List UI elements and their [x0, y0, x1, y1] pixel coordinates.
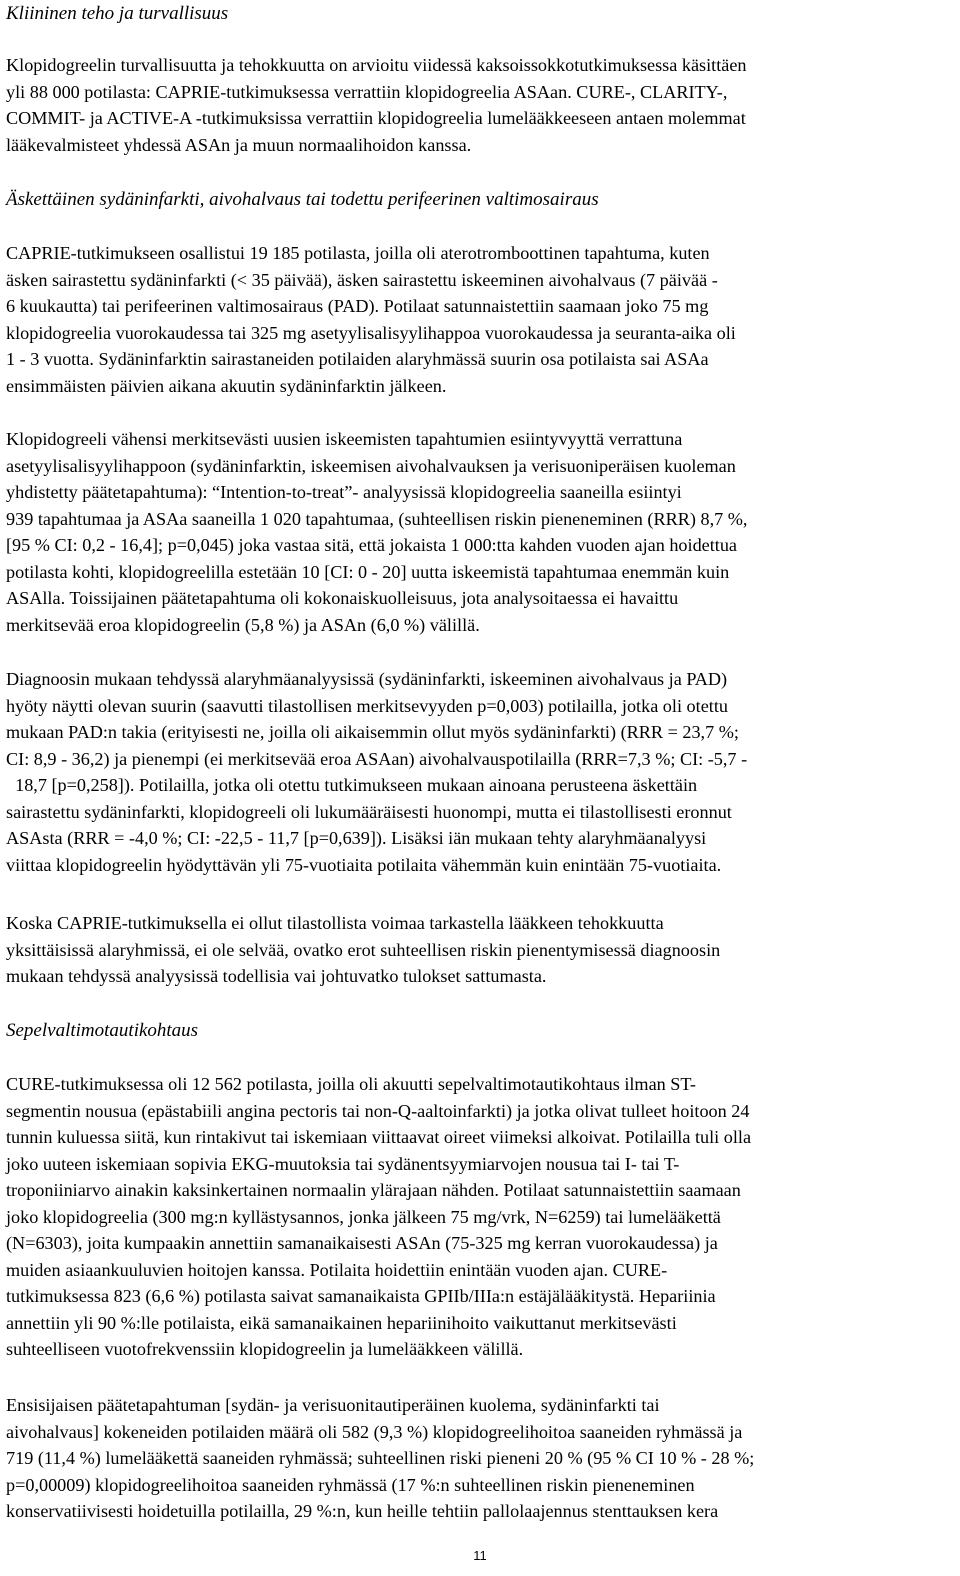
paragraph-caprie-power — [6, 910, 720, 990]
text-line: CI: 8,9 - 36,2) ja pienempi (ei merkitsevää eroa ASAan) aivohalvauspotilailla (RRR=7,3 %; CI: -5,7 - — [6, 748, 748, 769]
text-line: tutkimuksessa 823 (6,6 %) potilasta saivat samanaikaista GPIIb/IIIa:n estäjälääkitystä. Hepariinia — [6, 1286, 716, 1306]
text-line: yhdistetty päätetapahtuma): “Intention-to-treat”- analyysissä klopidogreelia saaneilla esiintyi — [6, 482, 682, 502]
text-line: lääkevalmisteet yhdessä ASAn ja muun normaalihoidon kanssa. — [6, 134, 472, 155]
text-line: muiden asiaankuuluvien hoitojen kanssa. Potilaita hoidettiin enintään vuoden ajan. CURE- — [6, 1259, 668, 1280]
text-line: annettiin yli 90 %:lle potilaista, eikä samanaikainen hepariinihoito vaikuttanut merkitsevästi — [6, 1312, 677, 1333]
text-line: CAPRIE-tutkimukseen osallistui 19 185 potilasta, joilla oli aterotromboottinen tapahtuma, kuten — [6, 243, 710, 263]
text-line: segmentin nousua (epästabiili angina pectoris tai non-Q-aaltoinfarkti) ja jotka olivat tulleet hoitoon 24 — [6, 1100, 750, 1121]
text-line: joko klopidogreelia (300 mg:n kyllästysannos, jonka jälkeen 75 mg/vrk, N=6259) tai lumelääkettä — [6, 1206, 721, 1227]
text-line: ASAsta (RRR = -4,0 %; CI: -22,5 - 11,7 [p=0,639]). Lisäksi iän mukaan tehty alaryhmäanalyysi — [6, 828, 707, 848]
paragraph-cure-design — [6, 1071, 751, 1363]
section-heading-acute-coronary: Sepelvaltimotautikohtaus — [6, 1020, 199, 1041]
section-heading-clinical-efficacy: Kliininen teho ja turvallisuus — [6, 3, 229, 24]
paragraph-intro — [6, 52, 747, 158]
text-line: ensimmäisten päivien aikana akuutin sydäninfarktin jälkeen. — [6, 375, 447, 396]
text-line: 719 (11,4 %) lumelääkettä saaneiden ryhmässä; suhteellinen riski pieneni 20 % (95 % CI 10 % - 28 %; — [6, 1448, 755, 1468]
text-line: Diagnoosin mukaan tehdyssä alaryhmäanalyysissä (sydäninfarkti, iskeeminen aivohalvaus ja PAD) — [6, 669, 728, 689]
text-line: 6 kuukautta) tai perifeerinen valtimosairaus (PAD). Potilaat satunnaistettiin saamaan joko 75 mg — [6, 296, 709, 316]
text-line: konservatiivisesti hoidetuilla potilailla, 29 %:n, kun heille tehtiin pallolaajennus stenttauksen kera — [6, 1501, 719, 1521]
text-line: Klopidogreelin turvallisuutta ja tehokkuutta on arvioitu viidessä kaksoissokkotutkimuksessa käsittäen — [6, 55, 747, 75]
text-line: merkitsevää eroa klopidogreelin (5,8 %) ja ASAn (6,0 %) välillä. — [6, 614, 480, 635]
text-line: Klopidogreeli vähensi merkitsevästi uusien iskeemisten tapahtumien esiintyvyyttä verrattuna — [6, 429, 683, 449]
text-line: suhteelliseen vuotofrekvenssiin klopidogreelin ja lumelääkkeen välillä. — [6, 1339, 524, 1359]
text-line: [95 % CI: 0,2 - 16,4]; p=0,045) joka vastaa sitä, että jokaista 1 000:tta kahden vuoden ajan hoidettua — [6, 535, 738, 555]
text-line: joko uuteen iskemiaan sopivia EKG-muutoksia tai sydänentsyymiarvojen nousua tai I- tai T- — [6, 1153, 680, 1174]
paragraph-caprie-results — [6, 426, 747, 638]
text-line: Koska CAPRIE-tutkimuksella ei ollut tilastollista voimaa tarkastella lääkkeen tehokkuutta — [6, 913, 664, 933]
text-line: klopidogreelia vuorokaudessa tai 325 mg asetyylisalisyylihappoa vuorokaudessa ja seuranta-aika oli — [6, 322, 736, 343]
text-line: äsken sairastettu sydäninfarkti (< 35 päivää), äsken sairastettu iskeeminen aivohalvaus (7 päivää - — [6, 269, 718, 290]
text-line: yli 88 000 potilasta: CAPRIE-tutkimuksessa verrattiin klopidogreelia ASAan. CURE-, CLARITY-, — [6, 81, 728, 102]
text-line: CURE-tutkimuksessa oli 12 562 potilasta, joilla oli akuutti sepelvaltimotautikohtaus ilman ST- — [6, 1074, 696, 1094]
text-line: Ensisijaisen päätetapahtuman [sydän- ja verisuonitautiperäinen kuolema, sydäninfarkti tai — [6, 1395, 660, 1415]
paragraph-cure-results — [6, 1392, 754, 1525]
section-heading-recent-infarction: Äskettäinen sydäninfarkti, aivohalvaus tai todettu perifeerinen valtimosairaus — [6, 189, 599, 210]
text-line: 1 - 3 vuotta. Sydäninfarktin sairastaneiden potilaiden alaryhmässä suurin osa potilaista sai ASAa — [6, 349, 709, 369]
text-line: potilasta kohti, klopidogreelilla estetään 10 [CI: 0 - 20] uutta iskeemistä tapahtumaa enemmän kuin — [6, 561, 730, 582]
text-line: mukaan PAD:n takia (erityisesti ne, joilla oli aikaisemmin ollut myös sydäninfarkti) (RRR = 23,7 %; — [6, 722, 739, 742]
paragraph-caprie-design — [6, 240, 736, 399]
text-line: ASAlla. Toissijainen päätetapahtuma oli kokonaiskuolleisuus, jota analysoitaessa ei havaittu — [6, 588, 679, 608]
text-line: (N=6303), joita kumpaakin annettiin samanaikaisesti ASAn (75-325 mg kerran vuorokaudessa) ja — [6, 1233, 718, 1253]
page-number: 11 — [473, 1548, 487, 1563]
text-line: troponiiniarvo ainakin kaksinkertainen normaalin ylärajaan nähden. Potilaat satunnaistettiin saamaan — [6, 1180, 741, 1200]
text-line: aivohalvaus] kokeneiden potilaiden määrä oli 582 (9,3 %) klopidogreelihoitoa saaneiden ryhmässä ja — [6, 1421, 743, 1442]
text-line: 939 tapahtumaa ja ASAa saaneilla 1 020 tapahtumaa, (suhteellisen riskin pieneneminen (RRR) 8,7 %, — [6, 508, 748, 529]
text-line: yksittäisissä alaryhmissä, ei ole selvää, ovatko erot suhteellisen riskin pienentymisessä diagnoosin — [6, 939, 721, 960]
text-line: COMMIT- ja ACTIVE-A -tutkimuksissa verrattiin klopidogreelia lumelääkkeeseen antaen molemmat — [6, 108, 746, 128]
text-line: tunnin kuluessa siitä, kun rintakivut tai iskemiaan viittaavat oireet viimeksi alkoivat. Potilailla tuli olla — [6, 1127, 752, 1147]
text-line: mukaan tehdyssä analyysissä todellisia vai johtuvatko tulokset sattumasta. — [6, 966, 547, 986]
paragraph-caprie-subgroups — [6, 666, 747, 878]
text-line: p=0,00009) klopidogreelihoitoa saaneiden ryhmässä (17 %:n suhteellinen riskin pieneneminen — [6, 1474, 695, 1495]
text-line: 18,7 [p=0,258]). Potilailla, jotka oli otettu tutkimukseen mukaan ainoana perusteena äskettäin — [6, 775, 698, 795]
text-line: sairastettu sydäninfarkti, klopidogreeli oli lukumääräisesti huonompi, mutta ei tilastollisesti eronnut — [6, 801, 732, 822]
text-line: viittaa klopidogreelin hyödyttävän yli 75-vuotiaita potilaita vähemmän kuin enintään 75-vuotiaita. — [6, 854, 722, 875]
text-line: hyöty näytti olevan suurin (saavutti tilastollisen merkitsevyyden p=0,003) potilailla, jotka oli otettu — [6, 695, 728, 716]
text-line: asetyylisalisyylihappoon (sydäninfarktin, iskeemisen aivohalvauksen ja verisuoniperäisen kuoleman — [6, 455, 736, 476]
